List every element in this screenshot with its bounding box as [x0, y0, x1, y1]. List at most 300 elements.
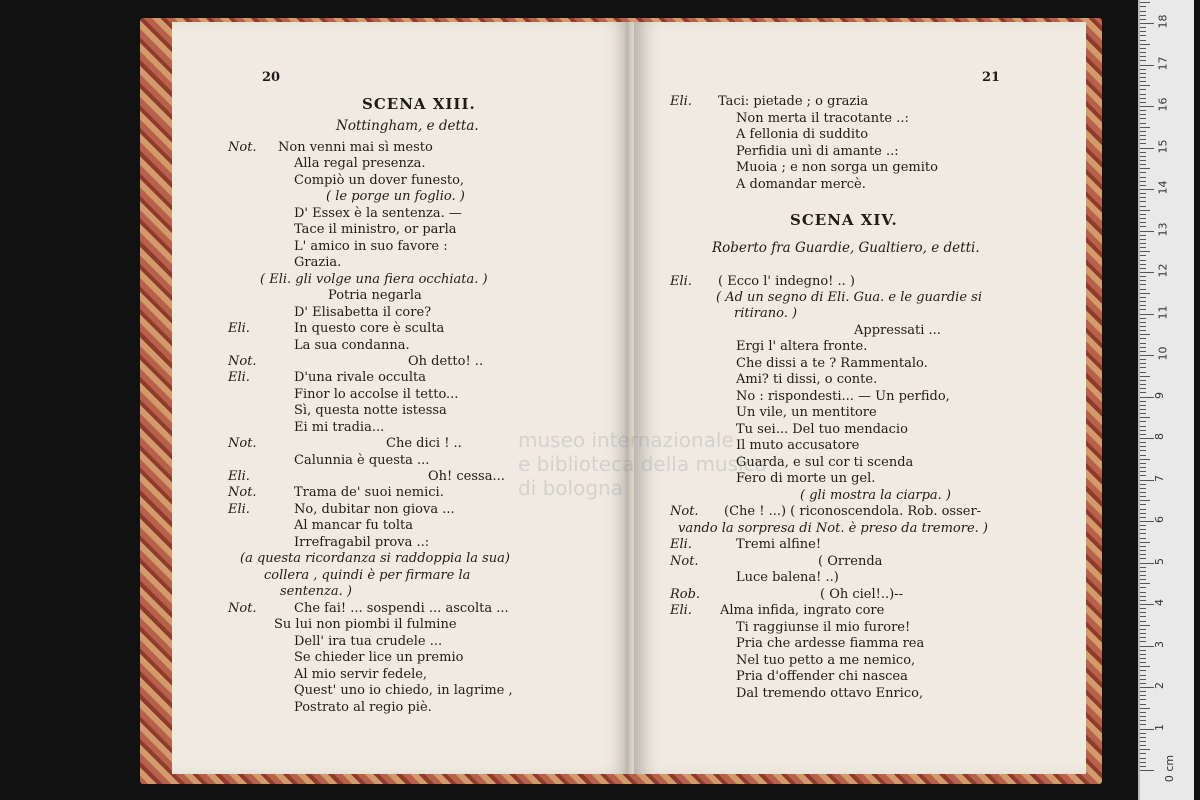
- speaker-label: Eli.: [228, 370, 250, 385]
- speaker-label: Eli.: [228, 502, 250, 517]
- ruler-tick: [1140, 687, 1154, 688]
- ruler-tick: [1140, 226, 1146, 227]
- ruler-tick: [1140, 513, 1146, 514]
- ruler-tick: [1140, 334, 1150, 335]
- ruler-tick: [1140, 255, 1146, 256]
- ruler-tick: [1140, 488, 1146, 489]
- left-page: [172, 22, 632, 774]
- verse-line: Taci: pietade ; o grazia: [718, 94, 869, 109]
- ruler-label: 12: [1156, 263, 1170, 278]
- ruler-tick: [1140, 185, 1146, 186]
- ruler-tick: [1140, 538, 1146, 539]
- ruler-tick: [1140, 123, 1146, 124]
- ruler-tick: [1140, 231, 1154, 232]
- stage-direction: collera , quindi è per firmare la: [264, 568, 471, 583]
- verse-line: Pria d'offender chi nascea: [736, 669, 908, 684]
- stage-direction: sentenza. ): [280, 584, 352, 599]
- ruler-tick: [1140, 318, 1146, 319]
- verse-line: D' Elisabetta il core?: [294, 305, 432, 320]
- verse-line: Su lui non piombi il fulmine: [274, 617, 457, 632]
- ruler-tick: [1140, 421, 1146, 422]
- speaker-label: Eli.: [228, 321, 250, 336]
- ruler-tick: [1140, 197, 1146, 198]
- ruler-tick: [1140, 662, 1146, 663]
- verse-line: Potria negarla: [328, 288, 422, 303]
- verse-line: ( Ecco l' indegno! .. ): [718, 274, 855, 289]
- ruler-tick: [1140, 729, 1154, 730]
- ruler-tick: [1140, 152, 1146, 153]
- verse-line: Ei mi tradia...: [294, 420, 385, 435]
- speaker-label: Not.: [228, 354, 257, 369]
- ruler-tick: [1140, 56, 1146, 57]
- speaker-label: Eli.: [670, 94, 692, 109]
- ruler-tick: [1140, 612, 1146, 613]
- ruler-tick: [1140, 467, 1146, 468]
- ruler-tick: [1140, 509, 1146, 510]
- verse-line: Muoia ; e non sorga un gemito: [736, 160, 938, 175]
- ruler-tick: [1140, 164, 1146, 165]
- verse-line: Fero di morte un gel.: [736, 471, 876, 486]
- ruler-tick: [1140, 629, 1146, 630]
- ruler-tick: [1140, 691, 1146, 692]
- ruler-label: 9: [1153, 391, 1166, 399]
- ruler-tick: [1140, 280, 1146, 281]
- ruler-tick: [1140, 239, 1146, 240]
- ruler-tick: [1140, 284, 1146, 285]
- verse-line: Non merta il tracotante ..:: [736, 111, 909, 126]
- ruler-tick: [1140, 148, 1154, 149]
- ruler-tick: [1140, 496, 1146, 497]
- ruler-tick: [1140, 351, 1146, 352]
- ruler-tick: [1140, 355, 1154, 356]
- stage-direction: ( Eli. gli volge una fiera occhiata. ): [260, 272, 488, 287]
- ruler-tick: [1140, 201, 1146, 202]
- speaker-label: Eli.: [670, 603, 692, 618]
- ruler-tick: [1140, 264, 1146, 265]
- stage-direction: (a questa ricordanza si raddoppia la sua): [240, 551, 510, 566]
- ruler-tick: [1140, 409, 1146, 410]
- ruler-tick: [1140, 388, 1146, 389]
- ruler-label: 7: [1153, 474, 1166, 482]
- ruler-tick: [1140, 745, 1146, 746]
- ruler-tick: [1140, 762, 1146, 763]
- ruler-label: 2: [1153, 682, 1166, 689]
- speaker-label: Not.: [228, 436, 257, 451]
- ruler-tick: [1140, 189, 1154, 190]
- verse-line: Luce balena! ..): [736, 570, 839, 585]
- ruler-tick: [1140, 235, 1146, 236]
- verse-line: Che dissi a te ? Rammentalo.: [736, 356, 928, 371]
- ruler-tick: [1140, 401, 1146, 402]
- ruler-tick: [1140, 737, 1146, 738]
- ruler-tick: [1140, 450, 1146, 451]
- watermark-line: museo internazionale: [518, 428, 734, 452]
- ruler-tick: [1140, 646, 1154, 647]
- scene-subtitle: Roberto fra Guardie, Gualtiero, e detti.: [712, 240, 980, 256]
- verse-line: Sì, questa notte istessa: [294, 403, 447, 418]
- ruler-tick: [1140, 118, 1146, 119]
- speaker-label: Eli.: [228, 469, 250, 484]
- verse-line: ( Oh ciel!..)--: [820, 587, 904, 602]
- verse-line: Dell' ira tua crudele ...: [294, 634, 443, 649]
- ruler-tick: [1140, 247, 1146, 248]
- ruler-tick: [1140, 172, 1146, 173]
- verse-line: Pria che ardesse fiamma rea: [736, 636, 925, 651]
- ruler-tick: [1140, 31, 1146, 32]
- right-page: [634, 22, 1086, 774]
- verse-line: Ami? ti dissi, o conte.: [736, 372, 878, 387]
- ruler-tick: [1140, 35, 1146, 36]
- ruler-tick: [1140, 94, 1146, 95]
- ruler-tick: [1140, 463, 1146, 464]
- ruler-tick: [1140, 517, 1146, 518]
- ruler-tick: [1140, 500, 1150, 501]
- verse-line: Irrefragabil prova ..:: [294, 535, 430, 550]
- verse-line: La sua condanna.: [294, 338, 410, 353]
- measuring-ruler: [1138, 0, 1194, 800]
- verse-line: Trama de' suoi nemici.: [294, 485, 444, 500]
- ruler-tick: [1140, 430, 1146, 431]
- ruler-tick: [1140, 666, 1150, 667]
- ruler-label: 13: [1156, 222, 1170, 236]
- ruler-tick: [1140, 15, 1146, 16]
- ruler-tick: [1140, 210, 1150, 211]
- ruler-tick: [1140, 363, 1146, 364]
- verse-line: Calunnia è questa ...: [294, 453, 430, 468]
- verse-line: In questo core è sculta: [294, 321, 445, 336]
- page-number-left: 20: [262, 70, 281, 85]
- ruler-tick: [1140, 222, 1146, 223]
- ruler-tick: [1140, 716, 1146, 717]
- verse-line: Alma infida, ingrato core: [720, 603, 885, 618]
- ruler-tick: [1140, 322, 1146, 323]
- ruler-tick: [1140, 276, 1146, 277]
- ruler-tick: [1140, 554, 1146, 555]
- ruler-tick: [1140, 708, 1150, 709]
- ruler-tick: [1140, 131, 1146, 132]
- ruler-tick: [1140, 558, 1146, 559]
- ruler-label: 15: [1156, 139, 1170, 153]
- verse-line: Alla regal presenza.: [294, 156, 426, 171]
- ruler-label: 11: [1156, 305, 1170, 319]
- verse-line: Che fai! ... sospendi ... ascolta ...: [294, 601, 509, 616]
- ruler-tick: [1140, 73, 1146, 74]
- verse-line: Tace il ministro, or parla: [294, 222, 457, 237]
- ruler-tick: [1140, 621, 1146, 622]
- ruler-tick: [1140, 81, 1146, 82]
- ruler-label: 16: [1156, 97, 1170, 112]
- scene-heading: SCENA XIV.: [790, 211, 898, 229]
- watermark-line: di bologna: [518, 476, 623, 500]
- watermark-line: e biblioteca della musica: [518, 452, 767, 476]
- ruler-tick: [1140, 305, 1146, 306]
- ruler-tick: [1140, 372, 1146, 373]
- ruler-tick: [1140, 587, 1146, 588]
- ruler-tick: [1140, 654, 1146, 655]
- verse-line: (Che ! ...) ( riconoscendola. Rob. osser-: [724, 504, 982, 519]
- speaker-label: Not.: [228, 485, 257, 500]
- ruler-tick: [1140, 60, 1146, 61]
- verse-line: D'una rivale occulta: [294, 370, 426, 385]
- ruler-tick: [1140, 608, 1146, 609]
- ruler-tick: [1140, 583, 1150, 584]
- verse-line: Appressati ...: [854, 323, 941, 338]
- ruler-tick: [1140, 98, 1146, 99]
- ruler-tick: [1140, 243, 1146, 244]
- ruler-tick: [1140, 616, 1146, 617]
- ruler-tick: [1140, 330, 1146, 331]
- ruler-tick: [1140, 48, 1146, 49]
- ruler-label: 4: [1153, 599, 1166, 606]
- ruler-label: 17: [1156, 56, 1170, 70]
- ruler-label: 10: [1156, 346, 1170, 361]
- ruler-tick: [1140, 69, 1146, 70]
- verse-line: Se chieder lice un premio: [294, 650, 464, 665]
- ruler-tick: [1140, 670, 1146, 671]
- ruler-tick: [1140, 214, 1146, 215]
- ruler-tick: [1140, 529, 1146, 530]
- ruler-tick: [1140, 525, 1146, 526]
- verse-line: Ti raggiunse il mio furore!: [736, 620, 911, 635]
- stage-direction: ( Ad un segno di Eli. Gua. e le guardie si: [716, 290, 982, 305]
- ruler-tick: [1140, 579, 1146, 580]
- page-number-right: 21: [982, 70, 1001, 85]
- ruler-tick: [1140, 417, 1150, 418]
- ruler-tick: [1140, 675, 1146, 676]
- ruler-tick: [1140, 455, 1146, 456]
- ruler-tick: [1140, 563, 1154, 564]
- ruler-tick: [1140, 251, 1150, 252]
- ruler-tick: [1140, 592, 1146, 593]
- ruler-tick: [1140, 127, 1150, 128]
- verse-line: No : rispondesti... — Un perfido,: [736, 389, 950, 404]
- ruler-tick: [1140, 604, 1154, 605]
- ruler-tick: [1140, 679, 1146, 680]
- ruler-label: 5: [1153, 557, 1166, 565]
- ruler-tick: [1140, 504, 1146, 505]
- ruler-tick: [1140, 567, 1146, 568]
- ruler-tick: [1140, 297, 1146, 298]
- ruler-tick: [1140, 268, 1146, 269]
- ruler-tick: [1140, 23, 1154, 24]
- ruler-label: 1: [1153, 723, 1166, 731]
- ruler-tick: [1140, 314, 1154, 315]
- ruler-tick: [1140, 426, 1146, 427]
- ruler-tick: [1140, 102, 1146, 103]
- ruler-tick: [1140, 293, 1150, 294]
- ruler-tick: [1140, 770, 1154, 771]
- ruler-tick: [1140, 749, 1150, 750]
- ruler-tick: [1140, 338, 1146, 339]
- ruler-tick: [1140, 600, 1146, 601]
- ruler-tick: [1140, 44, 1150, 45]
- speaker-label: Eli.: [670, 274, 692, 289]
- ruler-tick: [1140, 550, 1146, 551]
- ruler-tick: [1140, 135, 1146, 136]
- ruler-tick: [1140, 384, 1146, 385]
- ruler-tick: [1140, 380, 1146, 381]
- ruler-label: 18: [1156, 14, 1170, 29]
- verse-line: Non venni mai sì mesto: [278, 140, 433, 155]
- ruler-label: 8: [1153, 433, 1166, 440]
- ruler-tick: [1140, 704, 1146, 705]
- ruler-tick: [1140, 546, 1146, 547]
- ruler-tick: [1140, 77, 1146, 78]
- ruler-tick: [1140, 156, 1146, 157]
- ruler-label: 0 cm: [1163, 754, 1177, 783]
- ruler-tick: [1140, 89, 1146, 90]
- ruler-tick: [1140, 193, 1146, 194]
- ruler-tick: [1140, 106, 1154, 107]
- ruler-tick: [1140, 442, 1146, 443]
- ruler-tick: [1140, 459, 1150, 460]
- ruler-tick: [1140, 650, 1146, 651]
- verse-line: Che dici ! ..: [386, 436, 462, 451]
- ruler-label: 6: [1153, 516, 1166, 523]
- ruler-tick: [1140, 492, 1146, 493]
- ruler-tick: [1140, 637, 1146, 638]
- ruler-tick: [1140, 309, 1146, 310]
- ruler-tick: [1140, 484, 1146, 485]
- ruler-tick: [1140, 289, 1146, 290]
- ruler-tick: [1140, 758, 1146, 759]
- ruler-tick: [1140, 641, 1146, 642]
- ruler-tick: [1140, 376, 1150, 377]
- scene-subtitle: Nottingham, e detta.: [336, 118, 479, 134]
- ruler-tick: [1140, 683, 1146, 684]
- verse-line: Tremi alfine!: [736, 537, 822, 552]
- stage-direction: ( le porge un foglio. ): [326, 189, 465, 204]
- ruler-tick: [1140, 413, 1146, 414]
- ruler-tick: [1140, 438, 1154, 439]
- ruler-tick: [1140, 11, 1146, 12]
- verse-line: L' amico in suo favore :: [294, 239, 448, 254]
- ruler-tick: [1140, 753, 1146, 754]
- stage-direction: ritirano. ): [734, 306, 798, 321]
- verse-line: Guarda, e sul cor ti scenda: [736, 455, 914, 470]
- verse-line: No, dubitar non giova ...: [294, 502, 455, 517]
- speaker-label: Rob.: [670, 587, 701, 602]
- ruler-tick: [1140, 695, 1146, 696]
- ruler-tick: [1140, 181, 1146, 182]
- ruler-tick: [1140, 625, 1150, 626]
- ruler-tick: [1140, 27, 1146, 28]
- verse-line: Ergi l' altera fronte.: [736, 339, 868, 354]
- ruler-tick: [1140, 720, 1146, 721]
- speaker-label: Not.: [670, 504, 699, 519]
- verse-line: Compiò un dover funesto,: [294, 173, 465, 188]
- ruler-tick: [1140, 359, 1146, 360]
- ruler-tick: [1140, 575, 1146, 576]
- ruler-tick: [1140, 260, 1146, 261]
- verse-line: A domandar mercè.: [736, 177, 866, 192]
- verse-line: Grazia.: [294, 255, 342, 270]
- ruler-label: 3: [1153, 640, 1166, 648]
- ruler-tick: [1140, 699, 1146, 700]
- verse-line: Al mancar fu tolta: [294, 518, 414, 533]
- ruler-tick: [1140, 633, 1146, 634]
- verse-line: Postrato al regio piè.: [294, 700, 432, 715]
- verse-line: ( Orrenda: [818, 554, 883, 569]
- ruler-label: 14: [1156, 180, 1170, 195]
- ruler-tick: [1140, 571, 1146, 572]
- verse-line: Nel tuo petto a me nemico,: [736, 653, 916, 668]
- ruler-tick: [1140, 301, 1146, 302]
- ruler-tick: [1140, 392, 1146, 393]
- ruler-tick: [1140, 542, 1150, 543]
- ruler-tick: [1140, 177, 1146, 178]
- verse-line: Al mio servir fedele,: [294, 667, 428, 682]
- verse-line: Dal tremendo ottavo Enrico,: [736, 686, 924, 701]
- ruler-tick: [1140, 367, 1146, 368]
- stage-direction: vando la sorpresa di Not. è preso da tremore. ): [678, 521, 989, 536]
- ruler-tick: [1140, 40, 1146, 41]
- ruler-tick: [1140, 480, 1154, 481]
- verse-line: D' Essex è la sentenza. —: [294, 206, 462, 221]
- ruler-tick: [1140, 6, 1146, 7]
- ruler-tick: [1140, 272, 1154, 273]
- speaker-label: Not.: [228, 140, 257, 155]
- ruler-tick: [1140, 85, 1150, 86]
- ruler-tick: [1140, 143, 1146, 144]
- verse-line: Finor lo accolse il tetto...: [294, 387, 459, 402]
- ruler-tick: [1140, 733, 1146, 734]
- ruler-tick: [1140, 405, 1146, 406]
- verse-line: Tu sei... Del tuo mendacio: [736, 422, 908, 437]
- ruler-tick: [1140, 343, 1146, 344]
- ruler-tick: [1140, 658, 1146, 659]
- verse-line: Perfidia unì di amante ..:: [736, 144, 899, 159]
- ruler-tick: [1140, 475, 1146, 476]
- ruler-tick: [1140, 712, 1146, 713]
- ruler-tick: [1140, 724, 1146, 725]
- ruler-tick: [1140, 110, 1146, 111]
- ruler-tick: [1140, 471, 1146, 472]
- ruler-tick: [1140, 326, 1146, 327]
- ruler-tick: [1140, 766, 1146, 767]
- ruler-tick: [1140, 206, 1146, 207]
- ruler-tick: [1140, 521, 1154, 522]
- ruler-tick: [1140, 160, 1146, 161]
- speaker-label: Not.: [228, 601, 257, 616]
- ruler-tick: [1140, 347, 1146, 348]
- ruler-tick: [1140, 397, 1154, 398]
- stage-direction: ( gli mostra la ciarpa. ): [800, 488, 951, 503]
- ruler-tick: [1140, 2, 1150, 3]
- ruler-tick: [1140, 168, 1150, 169]
- ruler-tick: [1140, 434, 1146, 435]
- verse-line: Oh detto! ..: [408, 354, 484, 369]
- ruler-tick: [1140, 65, 1154, 66]
- ruler-tick: [1140, 446, 1146, 447]
- speaker-label: Not.: [670, 554, 699, 569]
- verse-line: Il muto accusatore: [736, 438, 860, 453]
- verse-line: Quest' uno io chiedo, in lagrime ,: [294, 683, 513, 698]
- ruler-tick: [1140, 139, 1146, 140]
- ruler-tick: [1140, 533, 1146, 534]
- ruler-tick: [1140, 218, 1146, 219]
- ruler-tick: [1140, 19, 1146, 20]
- scene-heading: SCENA XIII.: [362, 95, 476, 113]
- ruler-tick: [1140, 52, 1146, 53]
- ruler-tick: [1140, 596, 1146, 597]
- verse-line: Oh! cessa...: [428, 469, 505, 484]
- verse-line: Un vile, un mentitore: [736, 405, 877, 420]
- verse-line: A fellonia di suddito: [736, 127, 869, 142]
- ruler-tick: [1140, 114, 1146, 115]
- ruler-tick: [1140, 741, 1146, 742]
- speaker-label: Eli.: [670, 537, 692, 552]
